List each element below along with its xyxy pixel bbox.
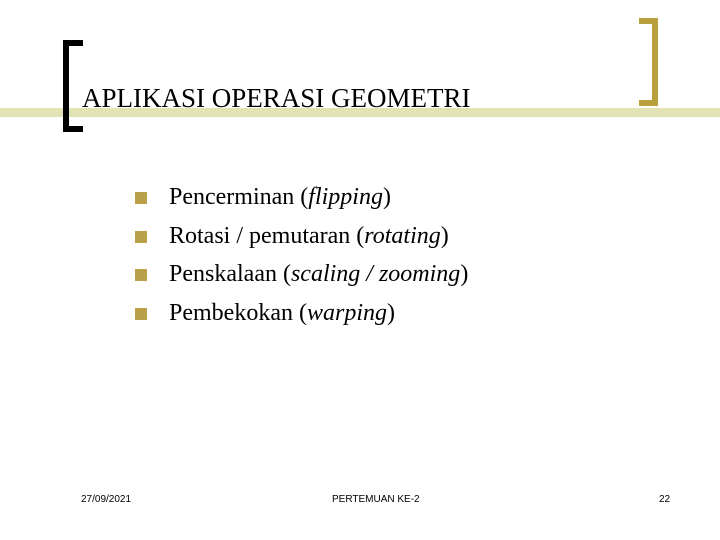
bullet-item (135, 294, 468, 333)
footer-date: 27/09/2021 (81, 494, 132, 505)
right-bracket-bottom-decoration (639, 100, 658, 106)
square-bullet-icon (135, 231, 147, 243)
footer-page-number: 22 (659, 494, 671, 505)
right-bracket-top-decoration (639, 18, 658, 24)
left-bracket-top-decoration (63, 40, 83, 46)
bullet-item (135, 217, 468, 256)
bullet-text: Pencerminan (flipping) (169, 184, 391, 210)
footer-session-label: PERTEMUAN KE-2 (332, 494, 420, 505)
bullet-text: Rotasi / pemutaran (rotating) (169, 222, 449, 249)
bullet-text: Penskalaan (scaling / zooming) (169, 261, 469, 287)
bullet-text: Pembekokan (warping) (169, 299, 395, 326)
square-bullet-icon (135, 192, 147, 204)
bullet-list (135, 178, 468, 332)
left-bracket-bottom-decoration (63, 126, 83, 132)
left-bracket-decoration (63, 40, 69, 132)
right-bracket-decoration (652, 18, 658, 106)
bullet-item (135, 178, 468, 217)
bullet-item (135, 255, 468, 294)
square-bullet-icon (135, 308, 147, 320)
slide-title: APLIKASI OPERASI GEOMETRI (82, 83, 471, 113)
square-bullet-icon (135, 269, 147, 281)
